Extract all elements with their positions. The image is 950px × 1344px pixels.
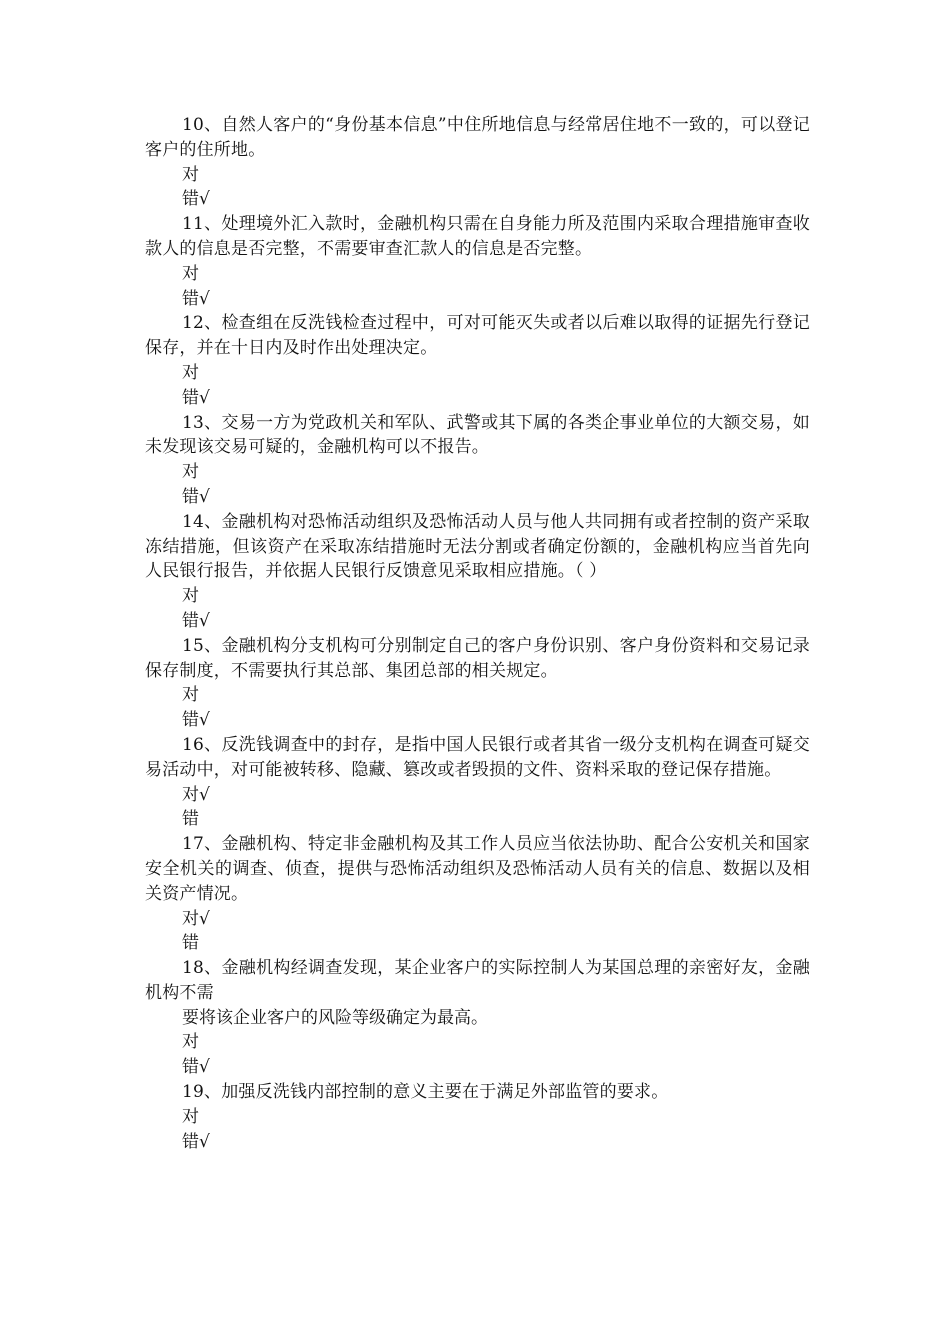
question-item: [145, 832, 810, 956]
question-item: [145, 510, 810, 634]
question-item: [145, 411, 810, 510]
option-false: 错√: [182, 387, 210, 408]
option-false: 错√: [182, 189, 210, 210]
option-false: 错√: [182, 288, 210, 309]
option-true: 对√: [182, 784, 210, 805]
question-text: 10、自然人客户的“身份基本信息”中住所地信息与经常居住地不一致的，可以登记客户的住所地。: [145, 115, 810, 160]
question-text: 11、处理境外汇入款时，金融机构只需在自身能力所及范围内采取合理措施审查收款人的信息是否完整，不需要审查汇款人的信息是否完整。: [145, 214, 810, 259]
question-text-continuation: 要将该企业客户的风险等级确定为最高。: [182, 1007, 488, 1028]
question-item: [145, 733, 810, 832]
option-true: 对√: [182, 908, 210, 929]
question-text: 16、反洗钱调查中的封存，是指中国人民银行或者其省一级分支机构在调查可疑交易活动中，对可能被转移、隐藏、篡改或者毁损的文件、资料采取的登记保存措施。: [145, 734, 810, 780]
question-text: 19、加强反洗钱内部控制的意义主要在于满足外部监管的要求。: [182, 1082, 669, 1103]
option-true: 对: [182, 362, 199, 383]
question-list: [145, 113, 810, 1154]
option-false: 错√: [182, 1057, 210, 1078]
option-false: 错: [182, 809, 199, 830]
option-false: 错√: [182, 710, 210, 731]
question-text: 17、金融机构、特定非金融机构及其工作人员应当依法协助、配合公安机关和国家安全机关的调查、侦查，提供与恐怖活动组织及恐怖活动人员有关的信息、数据以及相关资产情况。: [145, 834, 810, 904]
option-false: 错√: [182, 610, 210, 631]
option-false: 错√: [182, 486, 210, 507]
question-item: [145, 311, 810, 410]
option-false: 错: [182, 933, 199, 954]
option-true: 对: [182, 164, 199, 185]
question-item: [145, 1080, 810, 1154]
question-text: 13、交易一方为党政机关和军队、武警或其下属的各类企事业单位的大额交易，如未发现该交易可疑的，金融机构可以不报告。: [145, 412, 810, 458]
option-true: 对: [182, 1106, 199, 1127]
question-item: [145, 956, 810, 1080]
question-item: [145, 634, 810, 733]
question-text: 18、金融机构经调查发现，某企业客户的实际控制人为某国总理的亲密好友，金融机构不需: [145, 958, 810, 1003]
option-true: 对: [182, 462, 199, 483]
option-true: 对: [182, 685, 199, 706]
question-text: 14、金融机构对恐怖活动组织及恐怖活动人员与他人共同拥有或者控制的资产采取冻结措施，但该资产在采取冻结措施时无法分割或者确定份额的，金融机构应当首先向人民银行报告，并依据人民银行反馈意见采取相应措施。（ ）: [145, 511, 810, 582]
option-true: 对: [182, 1032, 199, 1053]
question-item: [145, 113, 810, 212]
option-false: 错√: [182, 1131, 210, 1152]
question-item: [145, 212, 810, 311]
question-text: 12、检查组在反洗钱检查过程中，可对可能灭失或者以后难以取得的证据先行登记保存，并在十日内及时作出处理决定。: [145, 313, 810, 359]
question-text: 15、金融机构分支机构可分别制定自己的客户身份识别、客户身份资料和交易记录保存制度，不需要执行其总部、集团总部的相关规定。: [145, 635, 810, 681]
option-true: 对: [182, 586, 199, 607]
option-true: 对: [182, 263, 199, 284]
